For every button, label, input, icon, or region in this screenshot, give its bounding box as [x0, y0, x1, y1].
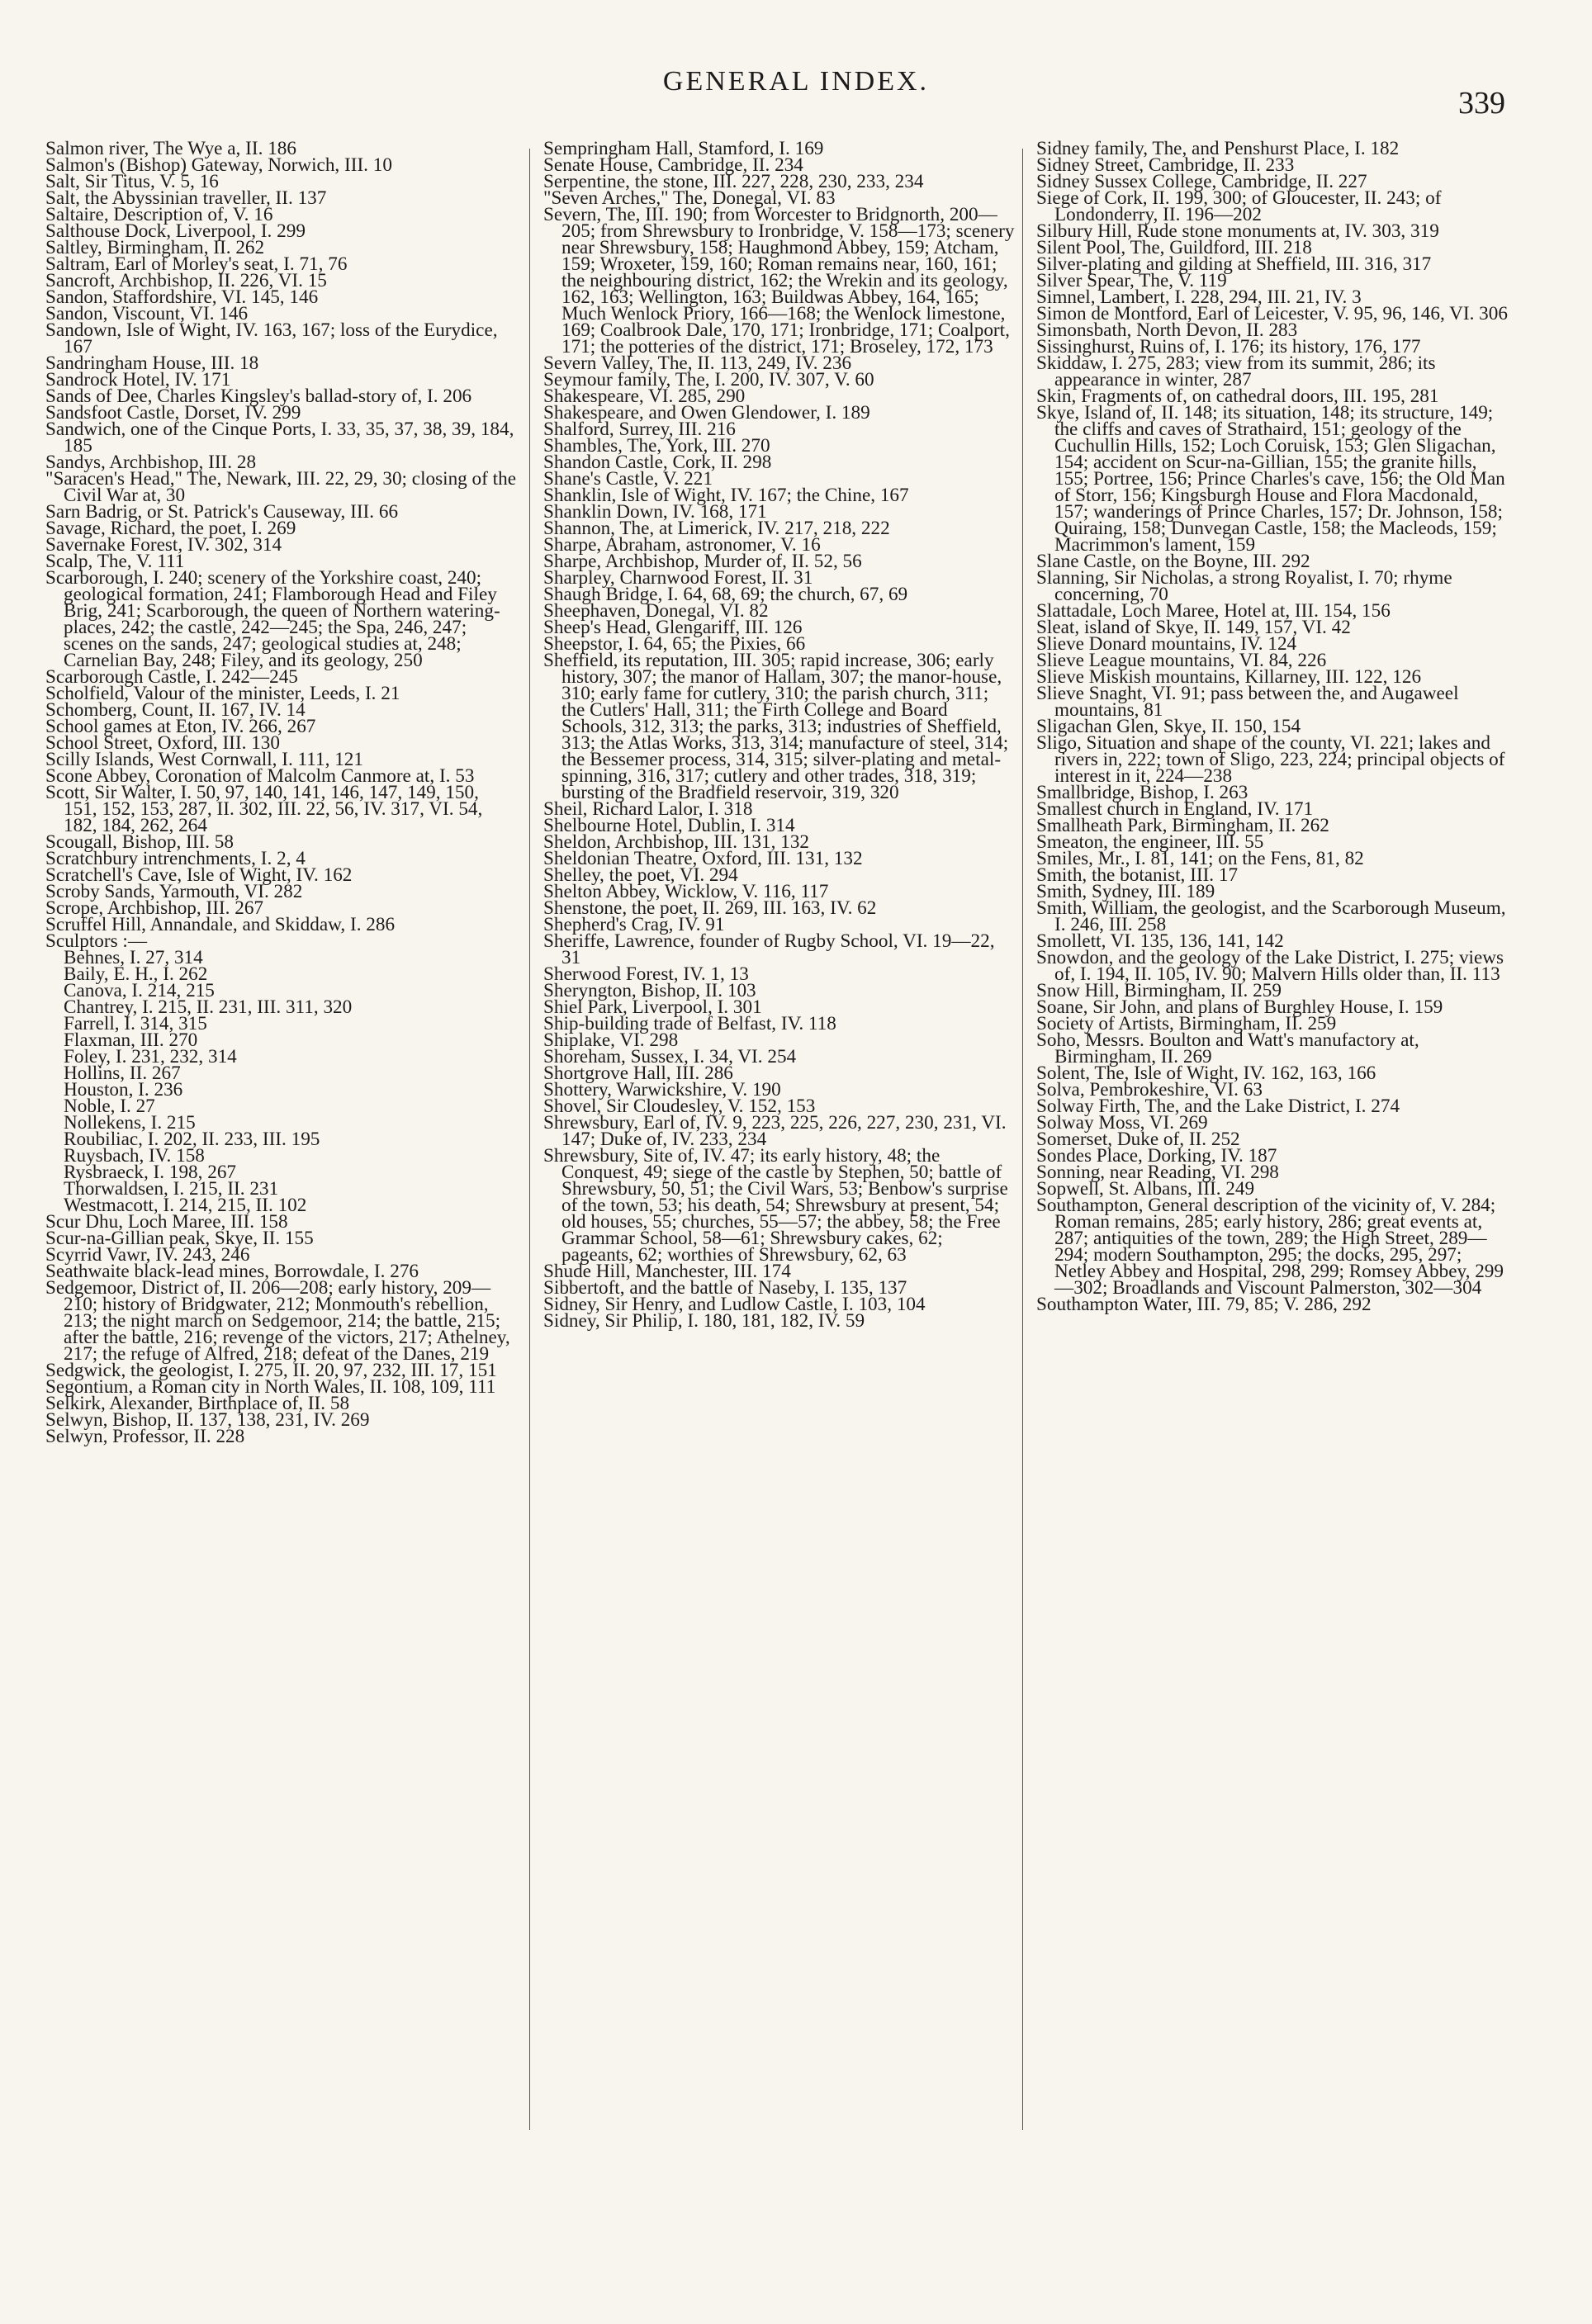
index-entry: Scalp, The, V. 111 — [45, 551, 185, 572]
index-entry: Shude Hill, Manchester, III. 174 — [543, 1261, 791, 1282]
index-entry: Shakespeare, and Owen Glendower, I. 189 — [543, 402, 870, 424]
index-entry: Sheepstor, I. 64, 65; the Pixies, 66 — [543, 633, 806, 655]
index-entry: Salmon river, The Wye a, II. 186 — [45, 138, 296, 159]
index-entry: Thorwaldsen, I. 215, II. 231 — [64, 1178, 279, 1200]
index-entry: Smiles, Mr., I. 81, 141; on the Fens, 81, 82 — [1036, 848, 1364, 869]
index-entry: Sonning, near Reading, VI. 298 — [1036, 1162, 1279, 1183]
index-entry: Shannon, The, at Limerick, IV. 217, 218, 222 — [543, 518, 890, 539]
index-entry: Chantrey, I. 215, II. 231, III. 311, 320 — [64, 996, 353, 1018]
index-entry: Smith, William, the geologist, and the Scarborough Museum, I. 246, III. 258 — [1036, 897, 1506, 935]
index-entry: Houston, I. 236 — [64, 1079, 183, 1100]
index-entry: Sheldon, Archbishop, III. 131, 132 — [543, 831, 810, 853]
index-entry: Severn, The, III. 190; from Worcester to Bridgnorth, 200—205; from Shrewsbury to Ironbridge, V. 158—173; scenery near Shrewsbury, 158; Haughmond Abbey, 159; Atcham, 159; Wroxeter, 159, 160; Roman remains near, 160, 161; the neighbouring district, 162; the Wrekin and its geology, 162, 163; Wellington, 163; Buildwas Abbey, 164, 165; Much Wenlock Priory, 166—168; the Wenlock limestone, 169; Coalbrook Dale, 170, 171; Ironbridge, 171; Coalport, 171; the potteries of the district, 171; Broseley, 172, 173 — [543, 204, 1015, 357]
index-entry: Simnel, Lambert, I. 228, 294, III. 21, IV. 3 — [1036, 286, 1362, 308]
index-entry: Solva, Pembrokeshire, VI. 63 — [1036, 1079, 1263, 1100]
index-entry: Schomberg, Count, II. 167, IV. 14 — [45, 699, 306, 721]
index-entry: Shortgrove Hall, III. 286 — [543, 1063, 733, 1084]
index-entry: Skin, Fragments of, on cathedral doors, III. 195, 281 — [1036, 386, 1439, 407]
index-entry: Canova, I. 214, 215 — [64, 980, 215, 1001]
column-divider — [1022, 149, 1023, 2130]
index-entry: Southampton Water, III. 79, 85; V. 286, 292 — [1036, 1294, 1372, 1315]
index-entry: Saltaire, Description of, V. 16 — [45, 204, 273, 225]
index-entry: School games at Eton, IV. 266, 267 — [45, 716, 316, 737]
index-entry: Silver-plating and gilding at Sheffield, III. 316, 317 — [1036, 253, 1432, 275]
index-entry: Sondes Place, Dorking, IV. 187 — [1036, 1145, 1277, 1167]
index-entry: Westmacott, I. 214, 215, II. 102 — [64, 1195, 307, 1216]
index-entry: Scruffel Hill, Annandale, and Skiddaw, I. 286 — [45, 914, 396, 935]
index-entry: Senate House, Cambridge, II. 234 — [543, 154, 803, 176]
index-entry: Sligo, Situation and shape of the county, VI. 221; lakes and rivers in, 222; town of Sligo, 223, 224; principal objects of interest in it, 224—238 — [1036, 732, 1505, 787]
index-entry: Slane Castle, on the Boyne, III. 292 — [1036, 551, 1310, 572]
index-entry: Shalford, Surrey, III. 216 — [543, 419, 736, 440]
index-entry: Flaxman, III. 270 — [64, 1029, 198, 1051]
index-entry: Slieve League mountains, VI. 84, 226 — [1036, 650, 1327, 671]
index-entry: Scougall, Bishop, III. 58 — [45, 831, 234, 853]
index-entry: Shenstone, the poet, II. 269, III. 163, IV. 62 — [543, 897, 877, 919]
index-entry: Scratchell's Cave, Isle of Wight, IV. 162 — [45, 864, 353, 886]
index-entry: Siege of Cork, II. 199, 300; of Gloucester, II. 243; of Londonderry, II. 196—202 — [1036, 187, 1442, 225]
index-entry: Shepherd's Crag, IV. 91 — [543, 914, 725, 935]
index-entry: Selwyn, Professor, II. 228 — [45, 1426, 245, 1447]
index-entry: Slieve Miskish mountains, Killarney, III. 122, 126 — [1036, 666, 1422, 688]
index-entry: Solway Firth, The, and the Lake District, I. 274 — [1036, 1096, 1400, 1117]
index-entry: Shelley, the poet, VI. 294 — [543, 864, 738, 886]
index-entry: Sharpe, Archbishop, Murder of, II. 52, 56 — [543, 551, 862, 572]
index-entry: Foley, I. 231, 232, 314 — [64, 1046, 237, 1067]
index-entry: Noble, I. 27 — [64, 1096, 155, 1117]
index-entry: Seathwaite black-lead mines, Borrowdale, I. 276 — [45, 1261, 419, 1282]
index-entry: Shiel Park, Liverpool, I. 301 — [543, 996, 762, 1018]
index-entry: Shelbourne Hotel, Dublin, I. 314 — [543, 815, 795, 836]
index-entry: Sedgemoor, District of, II. 206—208; early history, 209—210; history of Bridgwater, 212; Monmouth's rebellion, 213; the night march on Sedgemoor, 214; the battle, 215; after the battle, 216; revenge of the victors, 217; Athelney, 217; the refuge of Alfred, 218; defeat of the Danes, 219 — [45, 1277, 510, 1365]
index-entry: Serpentine, the stone, III. 227, 228, 230, 233, 234 — [543, 171, 924, 192]
index-entry: Roubiliac, I. 202, II. 233, III. 195 — [64, 1129, 320, 1150]
index-entry: Segontium, a Roman city in North Wales, II. 108, 109, 111 — [45, 1376, 496, 1398]
index-entry: Slieve Snaght, VI. 91; pass between the, and Augaweel mountains, 81 — [1036, 683, 1459, 721]
index-entry: Sands of Dee, Charles Kingsley's ballad-story of, I. 206 — [45, 386, 472, 407]
index-entry: Sandys, Archbishop, III. 28 — [45, 452, 257, 473]
index-entry: Sheephaven, Donegal, VI. 82 — [543, 600, 769, 622]
index-entry: Sharpe, Abraham, astronomer, V. 16 — [543, 534, 821, 556]
index-column-1 — [45, 140, 516, 1445]
index-entry: Sheil, Richard Lalor, I. 318 — [543, 798, 753, 820]
index-entry: Scott, Sir Walter, I. 50, 97, 140, 141, 146, 147, 149, 150, 151, 152, 153, 287, II. 302, III. 22, 56, IV. 317, VI. 54, 182, 184, 262, 264 — [45, 782, 483, 836]
index-entry: Sidney Sussex College, Cambridge, II. 227 — [1036, 171, 1367, 192]
index-entry: Seymour family, The, I. 200, IV. 307, V. 60 — [543, 369, 874, 390]
index-entry: Smith, Sydney, III. 189 — [1036, 881, 1215, 902]
index-entry: Sidney Street, Cambridge, II. 233 — [1036, 154, 1295, 176]
index-entry: Simon de Montford, Earl of Leicester, V. 95, 96, 146, VI. 306 — [1036, 303, 1508, 324]
index-entry: Sheryngton, Bishop, II. 103 — [543, 980, 756, 1001]
index-entry: Smallheath Park, Birmingham, II. 262 — [1036, 815, 1329, 836]
index-entry: Ruysbach, IV. 158 — [64, 1145, 205, 1167]
index-entry: Salthouse Dock, Liverpool, I. 299 — [45, 220, 306, 242]
index-entry: Sandwich, one of the Cinque Ports, I. 33, 35, 37, 38, 39, 184, 185 — [45, 419, 514, 457]
index-entry: Selkirk, Alexander, Birthplace of, II. 58 — [45, 1393, 350, 1414]
index-entry: Sidney, Sir Philip, I. 180, 181, 182, IV. 59 — [543, 1310, 865, 1332]
index-entry: Shrewsbury, Earl of, IV. 9, 223, 225, 226, 227, 230, 231, VI. 147; Duke of, IV. 233, 234 — [543, 1112, 1007, 1150]
index-entry: Shiplake, VI. 298 — [543, 1029, 679, 1051]
index-entry: Severn Valley, The, II. 113, 249, IV. 236 — [543, 353, 852, 374]
index-entry: Scratchbury intrenchments, I. 2, 4 — [45, 848, 306, 869]
index-entry: Sculptors :— — [45, 930, 148, 952]
index-entry: Society of Artists, Birmingham, II. 259 — [1036, 1013, 1337, 1034]
index-entry: Shelton Abbey, Wicklow, V. 116, 117 — [543, 881, 829, 902]
index-entry: Sharpley, Charnwood Forest, II. 31 — [543, 567, 813, 589]
index-entry: Savage, Richard, the poet, I. 269 — [45, 518, 296, 539]
index-entry: Behnes, I. 27, 314 — [64, 947, 203, 968]
index-entry: Snow Hill, Birmingham, II. 259 — [1036, 980, 1282, 1001]
index-entry: Farrell, I. 314, 315 — [64, 1013, 207, 1034]
index-entry: Scilly Islands, West Cornwall, I. 111, 121 — [45, 749, 363, 770]
index-entry: Solway Moss, VI. 269 — [1036, 1112, 1208, 1134]
index-entry: "Seven Arches," The, Donegal, VI. 83 — [543, 187, 836, 209]
index-entry: Shakespeare, VI. 285, 290 — [543, 386, 746, 407]
index-entry: Sandown, Isle of Wight, IV. 163, 167; loss of the Eurydice, 167 — [45, 319, 498, 357]
index-entry: Skye, Island of, II. 148; its situation, 148; its structure, 149; the cliffs and caves of Strathaird, 151; geology of the Cuchullin Hills, 152; Loch Coruisk, 153; Glen Sligachan, 154; accident on Scur-na-Gillian, 155; the granite hills, 155; Portree, 156; Prince Charles's cave, 156; the Old Man of Storr, 156; Kingsburgh House and Flora Macdonald, 157; wanderings of Prince Charles, 157; Dr. Johnson, 158; Quiraing, 158; Dunvegan Castle, 158; the Macleods, 159; Macrimmon's lament, 159 — [1036, 402, 1505, 556]
index-entry: Ship-building trade of Belfast, IV. 118 — [543, 1013, 836, 1034]
index-entry: Sandon, Staffordshire, VI. 145, 146 — [45, 286, 319, 308]
index-entry: Shottery, Warwickshire, V. 190 — [543, 1079, 781, 1100]
index-entry: Sandrock Hotel, IV. 171 — [45, 369, 231, 390]
index-entry: Salt, the Abyssinian traveller, II. 137 — [45, 187, 327, 209]
index-entry: Sidney, Sir Henry, and Ludlow Castle, I. 103, 104 — [543, 1294, 926, 1315]
index-entry: Sempringham Hall, Stamford, I. 169 — [543, 138, 824, 159]
index-entry: Scroby Sands, Yarmouth, VI. 282 — [45, 881, 303, 902]
index-entry: Hollins, II. 267 — [64, 1063, 181, 1084]
index-entry: Silent Pool, The, Guildford, III. 218 — [1036, 237, 1312, 258]
index-entry: Slattadale, Loch Maree, Hotel at, III. 154, 156 — [1036, 600, 1391, 622]
index-entry: Slieve Donard mountains, IV. 124 — [1036, 633, 1297, 655]
index-entry: Solent, The, Isle of Wight, IV. 162, 163, 166 — [1036, 1063, 1376, 1084]
index-entry: Somerset, Duke of, II. 252 — [1036, 1129, 1240, 1150]
index-entry: Scarborough Castle, I. 242—245 — [45, 666, 298, 688]
index-entry: Southampton, General description of the vicinity of, V. 284; Roman remains, 285; early history, 286; great events at, 287; antiquities of the town, 289; the High Street, 289—294; modern Southampton, 295; the docks, 295, 297; Netley Abbey and Hospital, 298, 299; Romsey Abbey, 299—302; Broadlands and Viscount Palmerston, 302—304 — [1036, 1195, 1504, 1299]
index-entry: Soane, Sir John, and plans of Burghley House, I. 159 — [1036, 996, 1443, 1018]
index-entry: Sopwell, St. Albans, III. 249 — [1036, 1178, 1255, 1200]
index-entry: Sandsfoot Castle, Dorset, IV. 299 — [45, 402, 301, 424]
running-header: GENERAL INDEX. — [662, 66, 930, 97]
index-entry: Baily, E. H., I. 262 — [64, 963, 208, 985]
index-entry: Scone Abbey, Coronation of Malcolm Canmore at, I. 53 — [45, 765, 475, 787]
index-entry: Rysbraeck, I. 198, 267 — [64, 1162, 237, 1183]
index-entry: Saltley, Birmingham, II. 262 — [45, 237, 265, 258]
index-entry: Shanklin Down, IV. 168, 171 — [543, 501, 767, 523]
index-entry: Sissinghurst, Ruins of, I. 176; its history, 176, 177 — [1036, 336, 1421, 357]
index-entry: Sandon, Viscount, VI. 146 — [45, 303, 249, 324]
index-entry: Smallest church in England, IV. 171 — [1036, 798, 1314, 820]
index-entry: Sligachan Glen, Skye, II. 150, 154 — [1036, 716, 1301, 737]
index-entry: Sheldonian Theatre, Oxford, III. 131, 132 — [543, 848, 863, 869]
index-entry: Snowdon, and the geology of the Lake District, I. 275; views of, I. 194, II. 105, IV. 90; Malvern Hills older than, II. 113 — [1036, 947, 1504, 985]
index-entry: Selwyn, Bishop, II. 137, 138, 231, IV. 269 — [45, 1409, 370, 1431]
index-entry: Scyrrid Vawr, IV. 243, 246 — [45, 1244, 250, 1266]
index-entry: Shaugh Bridge, I. 64, 68, 69; the church, 67, 69 — [543, 584, 908, 605]
index-entry: Sleat, island of Skye, II. 149, 157, VI. 42 — [1036, 617, 1351, 638]
index-column-3 — [1036, 140, 1509, 1313]
index-column-2 — [543, 138, 1016, 1332]
index-entry: "Saracen's Head," The, Newark, III. 22, 29, 30; closing of the Civil War at, 30 — [45, 468, 516, 506]
column-divider — [529, 149, 530, 2130]
index-entry: Soho, Messrs. Boulton and Watt's manufactory at, Birmingham, II. 269 — [1036, 1029, 1419, 1067]
index-entry: Scarborough, I. 240; scenery of the Yorkshire coast, 240; geological formation, 241; Flamborough Head and Filey Brig, 241; Scarborough, the queen of Northern watering-places, 242; the castle, 242—245; the Spa, 246, 247; scenes on the sands, 247; geological studies at, 248; Carnelian Bay, 248; Filey, and its geology, 250 — [45, 567, 500, 671]
index-entry: Shanklin, Isle of Wight, IV. 167; the Chine, 167 — [543, 485, 909, 506]
index-entry: Scrope, Archbishop, III. 267 — [45, 897, 264, 919]
index-entry: Slanning, Sir Nicholas, a strong Royalist, I. 70; rhyme concerning, 70 — [1036, 567, 1452, 605]
index-entry: Saltram, Earl of Morley's seat, I. 71, 76 — [45, 253, 348, 275]
index-entry: Scur Dhu, Loch Maree, III. 158 — [45, 1211, 288, 1233]
index-entry: Sheep's Head, Glengariff, III. 126 — [543, 617, 803, 638]
index-entry: Shane's Castle, V. 221 — [543, 468, 713, 490]
index-entry: Sidney family, The, and Penshurst Place, I. 182 — [1036, 138, 1400, 159]
index-entry: Shovel, Sir Cloudesley, V. 152, 153 — [543, 1096, 816, 1117]
index-entry: Shandon Castle, Cork, II. 298 — [543, 452, 772, 473]
index-entry: Sancroft, Archbishop, II. 226, VI. 15 — [45, 270, 327, 291]
page-number: 339 — [1458, 86, 1505, 121]
index-entry: Silbury Hill, Rude stone monuments at, IV. 303, 319 — [1036, 220, 1439, 242]
index-entry: Silver Spear, The, V. 119 — [1036, 270, 1227, 291]
index-entry: School Street, Oxford, III. 130 — [45, 732, 280, 754]
index-entry: Shambles, The, York, III. 270 — [543, 435, 770, 457]
index-entry: Nollekens, I. 215 — [64, 1112, 196, 1134]
index-entry: Sandringham House, III. 18 — [45, 353, 259, 374]
index-entry: Shoreham, Sussex, I. 34, VI. 254 — [543, 1046, 797, 1067]
index-entry: Smollett, VI. 135, 136, 141, 142 — [1036, 930, 1284, 952]
index-entry: Smith, the botanist, III. 17 — [1036, 864, 1239, 886]
index-entry: Sarn Badrig, or St. Patrick's Causeway, III. 66 — [45, 501, 399, 523]
index-entry: Sedgwick, the geologist, I. 275, II. 20, 97, 232, III. 17, 151 — [45, 1360, 497, 1381]
index-entry: Sibbertoft, and the battle of Naseby, I. 135, 137 — [543, 1277, 907, 1299]
index-entry: Sheriffe, Lawrence, founder of Rugby School, VI. 19—22, 31 — [543, 930, 995, 968]
index-entry: Smeaton, the engineer, III. 55 — [1036, 831, 1264, 853]
index-entry: Skiddaw, I. 275, 283; view from its summit, 286; its appearance in winter, 287 — [1036, 353, 1436, 390]
index-entry: Salmon's (Bishop) Gateway, Norwich, III. 10 — [45, 154, 392, 176]
index-entry: Simonsbath, North Devon, II. 283 — [1036, 319, 1298, 341]
index-entry: Savernake Forest, IV. 302, 314 — [45, 534, 282, 556]
index-entry: Sherwood Forest, IV. 1, 13 — [543, 963, 749, 985]
index-entry: Smallbridge, Bishop, I. 263 — [1036, 782, 1248, 803]
index-entry: Sheffield, its reputation, III. 305; rapid increase, 306; early history, 307; the manor of Hallam, 307; the manor-house, 310; early fame for cutlery, 310; the parish church, 311; the Cutlers' Hall, 311; the Firth College and Board Schools, 312, 313; the parks, 313; industries of Sheffield, 313; the Atlas Works, 313, 314; manufacture of steel, 314; the Bessemer process, 314, 315; silver-plating and metal-spinning, 316, 317; cutlery and other trades, 318, 319; bursting of the Bradfield reservoir, 319, 320 — [543, 650, 1009, 803]
index-entry: Shrewsbury, Site of, IV. 47; its early history, 48; the Conquest, 49; siege of the castle by Stephen, 50; battle of Shrewsbury, 50, 51; the Civil Wars, 53; Benbow's surprise of the town, 53; his death, 54; Shrewsbury at present, 54; old houses, 55; churches, 55—57; the abbey, 58; the Free Grammar School, 58—61; Shrewsbury cakes, 62; pageants, 62; worthies of Shrewsbury, 62, 63 — [543, 1145, 1008, 1266]
index-entry: Salt, Sir Titus, V. 5, 16 — [45, 171, 219, 192]
index-entry: Scholfield, Valour of the minister, Leeds, I. 21 — [45, 683, 400, 704]
index-entry: Scur-na-Gillian peak, Skye, II. 155 — [45, 1228, 314, 1249]
